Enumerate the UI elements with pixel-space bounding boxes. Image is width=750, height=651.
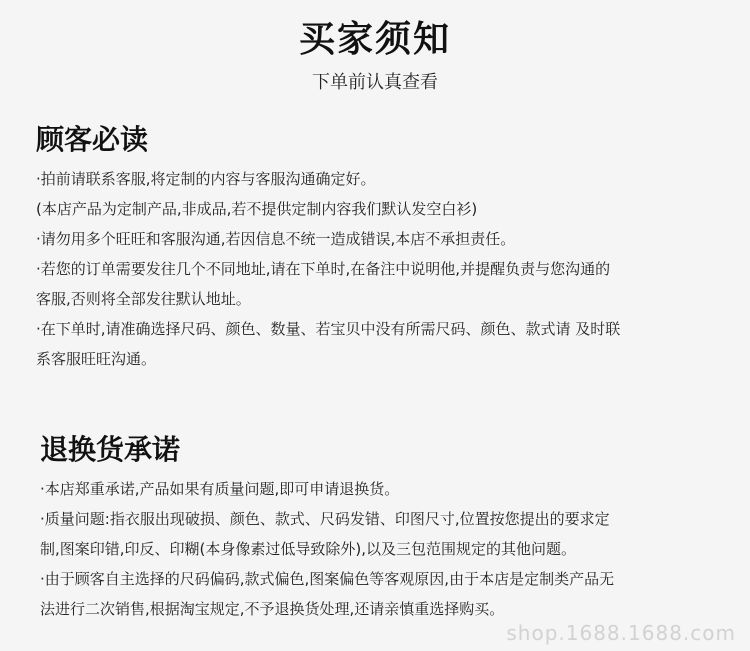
text-line: ·本店郑重承诺,产品如果有质量问题,即可申请退换货。 bbox=[40, 480, 400, 498]
section-title: 退换货承诺 bbox=[40, 433, 181, 466]
text-line: ·拍前请联系客服,将定制的内容与客服沟通确定好。 bbox=[36, 170, 376, 188]
text-line: ·由于顾客自主选择的尺码偏码,款式偏色,图案偏色等客观原因,由于本店是定制类产品无 bbox=[40, 570, 615, 588]
text-line: 法进行二次销售,根据淘宝规定,不予退换货处理,还请亲慎重选择购买。 bbox=[40, 600, 505, 618]
text-line: 制,图案印错,印反、印糊(本身像素过低导致除外),以及三包范围规定的其他问题。 bbox=[40, 540, 577, 558]
page-header bbox=[0, 0, 750, 94]
watermark: shop.1688.1688.com bbox=[506, 621, 736, 645]
section-return-policy bbox=[40, 430, 740, 624]
section-customer-must-read bbox=[36, 120, 736, 374]
page-title: 买家须知 bbox=[298, 18, 451, 60]
text-line: 系客服旺旺沟通。 bbox=[36, 350, 157, 368]
section-title: 顾客必读 bbox=[36, 123, 149, 156]
text-line: ·质量问题:指衣服出现破损、颜色、款式、尺码发错、印图尺寸,位置按您提出的要求定 bbox=[40, 510, 610, 528]
text-line: ·请勿用多个旺旺和客服沟通,若因信息不统一造成错误,本店不承担责任。 bbox=[36, 230, 516, 248]
text-line: 客服,否则将全部发往默认地址。 bbox=[36, 290, 251, 308]
text-line: ·在下单时,请准确选择尺码、颜色、数量、若宝贝中没有所需尺码、颜色、款式请 及时联 bbox=[36, 320, 621, 338]
text-line: (本店产品为定制产品,非成品,若不提供定制内容我们默认发空白衫) bbox=[36, 200, 478, 218]
page-subtitle: 下单前认真查看 bbox=[312, 72, 438, 93]
text-line: ·若您的订单需要发往几个不同地址,请在下单时,在备注中说明他,并提醒负责与您沟通的 bbox=[36, 260, 611, 278]
